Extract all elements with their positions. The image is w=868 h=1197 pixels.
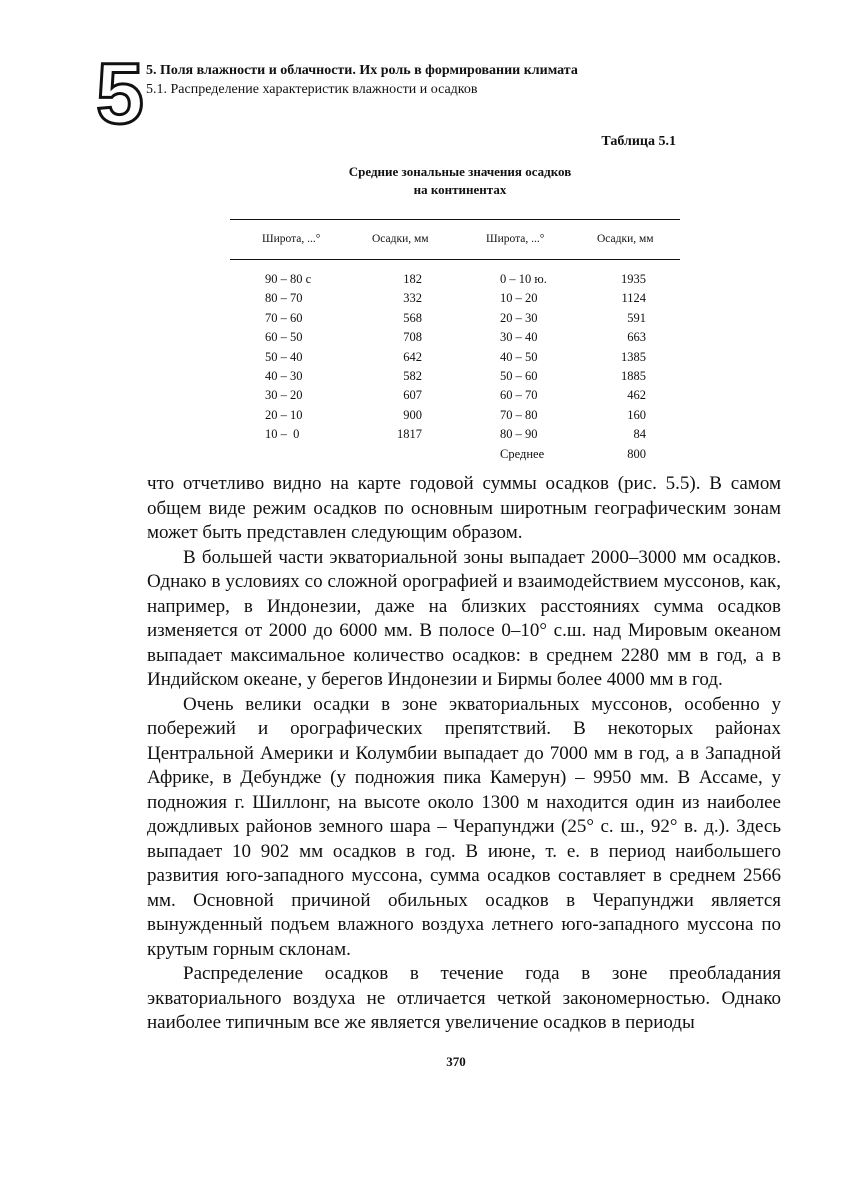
chapter-number: 5 (96, 46, 144, 142)
table-cell-latitude: Среднее (500, 446, 545, 461)
table-title-line2: на континентах (413, 182, 507, 197)
table-cell-precipitation: 1385 (621, 349, 646, 364)
table-cell-latitude: 50 – 60 (500, 369, 538, 383)
table-cell-latitude: 70 – 80 (500, 407, 538, 422)
table-cell-precipitation: 582 (403, 369, 422, 383)
table-cell-latitude: 0 – 10 ю. (500, 272, 547, 286)
table-cell-precipitation: 568 (403, 310, 422, 325)
table-cell-latitude: 10 – 0 (265, 427, 300, 442)
table-label: Таблица 5.1 (601, 134, 676, 149)
body-text (147, 472, 781, 1036)
table-cell-precipitation: 332 (403, 291, 422, 306)
table-header-precip2: Осадки, мм (597, 233, 654, 245)
table-cell-precipitation: 663 (627, 330, 646, 345)
table-cell-precipitation: 800 (627, 446, 646, 461)
table-cell-latitude: 80 – 90 (500, 427, 538, 442)
table-cell-precipitation: 591 (627, 310, 646, 325)
table-cell-precipitation: 160 (627, 407, 646, 422)
table-cell-latitude: 50 – 40 (265, 349, 303, 364)
table-cell-latitude: 20 – 10 (265, 407, 303, 422)
table-cell-precipitation: 708 (403, 330, 422, 345)
table-cell-latitude: 40 – 30 (265, 369, 303, 383)
table-cell-precipitation: 1124 (621, 291, 646, 306)
page-number: 370 (446, 1054, 466, 1069)
paragraph: что отчетливо видно на карте годовой суммы осадков (рис. 5.5). В самом общем виде режим осадков по основным широтным географическим зонам может быть представлен следующим образом. (147, 473, 781, 543)
table-top-rule (230, 219, 680, 220)
table-cell-latitude: 10 – 20 (500, 291, 538, 306)
table-cell-precipitation: 1885 (621, 369, 646, 383)
paragraph: Очень велики осадки в зоне экваториальных муссонов, особенно у побережий и орографических препятствий. В некоторых районах Центральной Америки и Колумбии выпадает до 7000 мм в год, а в Западной Африке, в Дебундже (у подножия пика Камерун) – 9950 мм. В Ассаме, у подножия г. Шиллонг, на высоте около 1300 м находится один из наиболее дождливых районов земного шара – Черапунджи (25° с. ш., 92° в. д.). Здесь выпадает 10 902 мм осадков в год. В июне, т. е. в период наибольшего развития юго-западного муссона, сумма осадков составляет в среднем 2566 мм. Основной причиной обильных осадков в Черапунджи является вынужденный подъем влажного воздуха летнего юго-западного муссона по крутым горным склонам. (147, 693, 781, 960)
section-title: 5.1. Распределение характеристик влажности и осадков (146, 82, 478, 97)
table-header-precip1: Осадки, мм (372, 233, 429, 245)
table-cell-latitude: 30 – 40 (500, 330, 538, 345)
table-cell-precipitation: 1935 (621, 272, 646, 286)
table-cell-precipitation: 462 (627, 388, 646, 403)
table-cell-precipitation: 182 (403, 272, 422, 286)
table-cell-latitude: 60 – 50 (265, 330, 303, 345)
table-cell-latitude: 80 – 70 (265, 291, 303, 306)
table-cell-latitude: 90 – 80 с (265, 272, 312, 286)
table-cell-latitude: 70 – 60 (265, 310, 303, 325)
paragraph: В большей части экваториальной зоны выпадает 2000–3000 мм осадков. Однако в условиях со сложной орографией и взаимодействием муссонов, как, например, в Индонезии, даже на близких расстояниях сумма осадков изменяется от 2000 до 6000 мм. В полосе 0–10° с.ш. над Мировым океаном выпадает максимальное количество осадков: в среднем 2280 мм в год, а в Индийском океане, у берегов Индонезии и Бирмы более 4000 мм в год. (147, 546, 781, 690)
table-header-lat1: Широта, ...° (262, 233, 321, 245)
table-cell-precipitation: 1817 (397, 427, 422, 442)
chapter-title: 5. Поля влажности и облачности. Их роль в формировании климата (146, 63, 578, 78)
table-cell-precipitation: 642 (403, 349, 422, 364)
table-header-lat2: Широта, ...° (486, 233, 545, 245)
table-title-line1: Средние зональные значения осадков (348, 164, 572, 179)
table-cell-latitude: 30 – 20 (265, 388, 303, 403)
table-cell-latitude: 60 – 70 (500, 388, 538, 403)
paragraph: Распределение осадков в течение года в зоне преобладания экваториального воздуха не отличается четкой закономерностью. Однако наиболее типичным все же является увеличение осадков в периоды (147, 963, 781, 1033)
table-cell-precipitation: 84 (633, 427, 646, 442)
table-cell-precipitation: 900 (403, 407, 422, 422)
table-cell-precipitation: 607 (403, 388, 422, 403)
table-title (230, 163, 690, 199)
table-header-rule (230, 259, 680, 260)
table-cell-latitude: 20 – 30 (500, 310, 538, 325)
table-cell-latitude: 40 – 50 (500, 349, 538, 364)
